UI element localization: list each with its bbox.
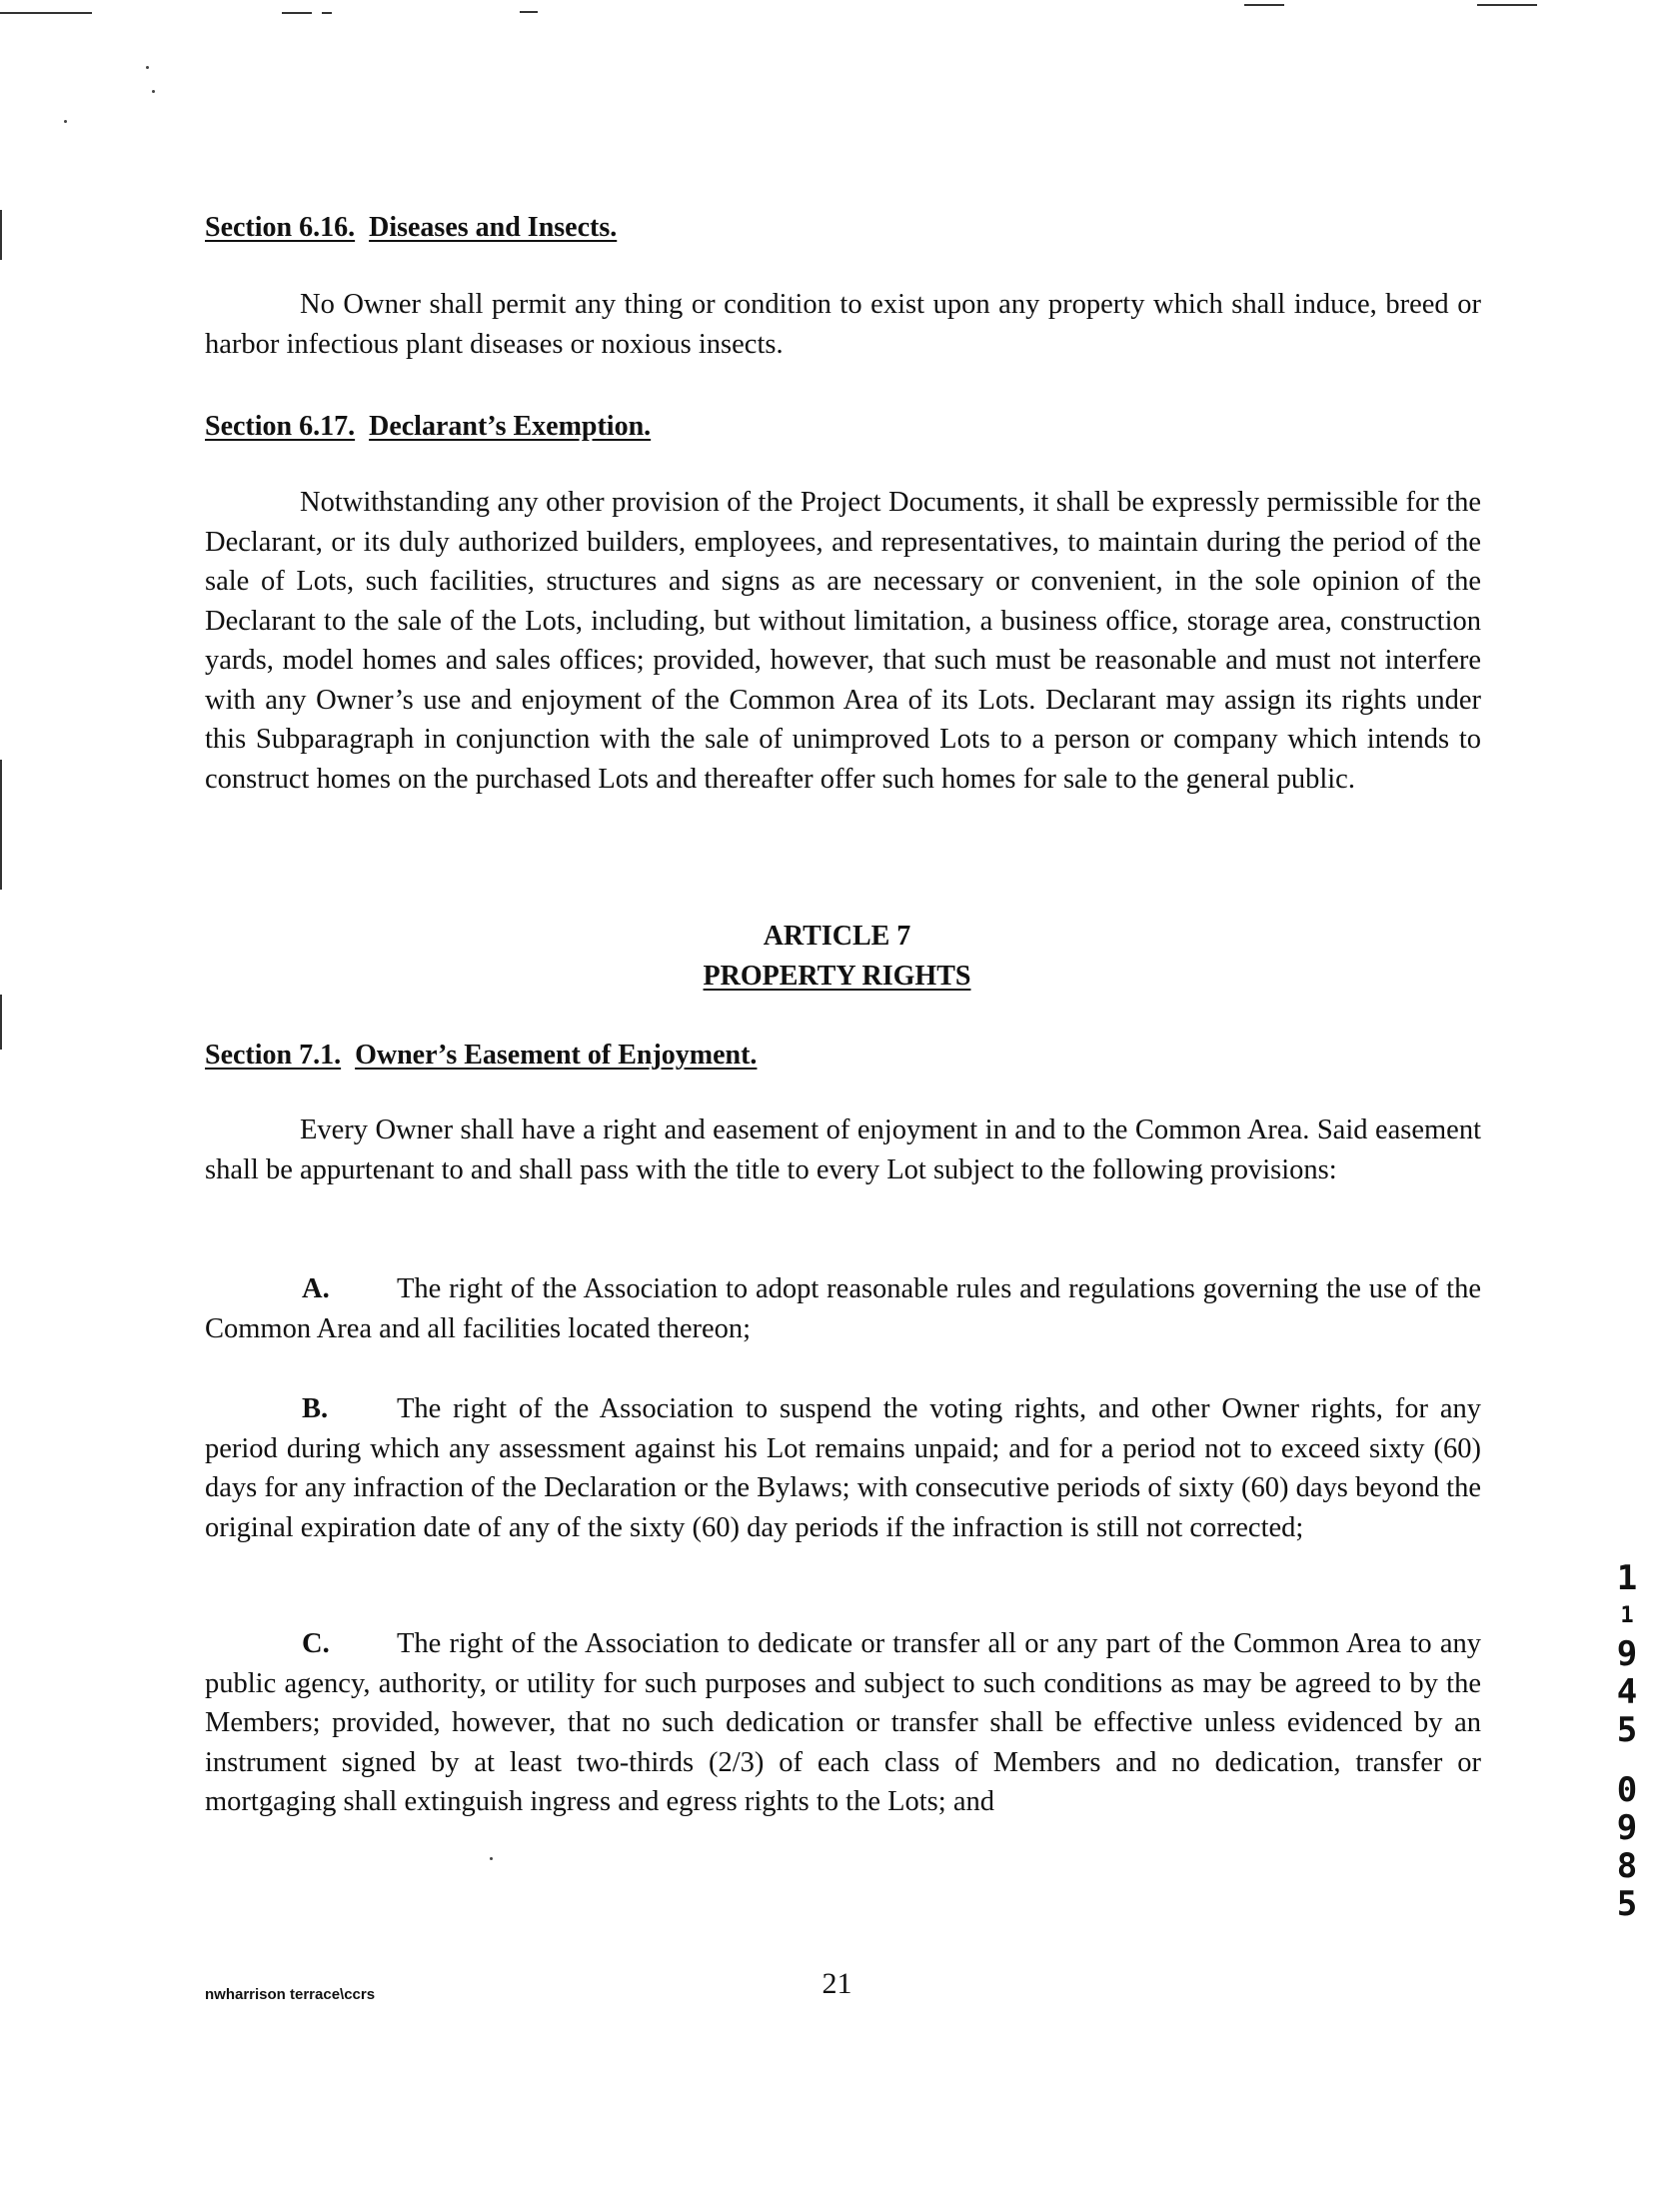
section-title: Owner’s Easement of Enjoyment. [355, 1040, 758, 1071]
stamp-digit: 8 [1616, 1846, 1638, 1886]
section-heading [205, 1040, 757, 1072]
stamp-digit: 5 [1616, 1884, 1638, 1924]
list-item-label: C. [302, 1628, 330, 1659]
list-item-text: The right of the Association to suspend the voting rights, and other Owner rights, for any period during which any assessment against his Lot remains unpaid; and for a period not to exceed sixty (60) days for any infraction of the Declaration or the Bylaws; with consecutive periods of sixty (60) days beyond the original expiration date of any of the sixty (60) day periods if the infraction is still not corrected; [205, 1393, 1481, 1543]
scan-artifact [0, 760, 2, 890]
scan-artifact [1244, 4, 1284, 6]
list-item [205, 1389, 1481, 1547]
stamp-digit: 5 [1616, 1710, 1638, 1750]
page-number: 21 [822, 1967, 852, 2000]
scan-artifact [0, 210, 2, 260]
section-number: Section 6.17. [205, 411, 356, 442]
stamp-digit: 9 [1616, 1808, 1638, 1848]
scan-artifact [322, 12, 332, 14]
section-heading [205, 212, 617, 244]
section-title: Declarant’s Exemption. [369, 411, 652, 442]
section-number: Section 7.1. [205, 1040, 342, 1071]
footer-file-path: nwharrison terrace\ccrs [205, 1986, 376, 2003]
list-item [205, 1269, 1481, 1348]
recording-stamp [1607, 1559, 1647, 1923]
scan-artifact [64, 120, 67, 123]
article-number: ARTICLE 7 [763, 921, 911, 952]
scan-artifact [282, 12, 312, 14]
article-title: PROPERTY RIGHTS [703, 961, 971, 992]
section-heading [205, 411, 651, 443]
stamp-digit: 1 [1616, 1558, 1638, 1598]
section-number: Section 6.16. [205, 212, 356, 243]
scan-artifact [520, 11, 538, 13]
scan-artifact [490, 1857, 493, 1860]
stamp-digit: 9 [1616, 1634, 1638, 1674]
scan-artifact [152, 90, 155, 93]
scan-artifact [146, 66, 149, 69]
list-item-label: A. [302, 1273, 330, 1304]
list-item-text: The right of the Association to dedicate or transfer all or any part of the Common Area to any public agency, authority, or utility for such purposes and subject to such conditions as may be agreed to by the Members; provided, however, that no such dedication or transfer shall be effective unless evidenced by an instrument signed by at least two-thirds (2/3) of each class of Members and no dedication, transfer or mortgaging shall extinguish ingress and egress rights to the Lots; and [205, 1628, 1481, 1817]
list-item-label: B. [302, 1393, 329, 1424]
article-heading [0, 917, 1674, 997]
scan-artifact [1477, 4, 1537, 6]
section-title: Diseases and Insects. [369, 212, 618, 243]
stamp-digit: 0 [1616, 1770, 1638, 1810]
list-item-text: The right of the Association to adopt reasonable rules and regulations governing the use of the Common Area and all facilities located thereon; [205, 1273, 1481, 1344]
stamp-digit: 1 [1620, 1603, 1634, 1628]
list-item [205, 1624, 1481, 1822]
section-body: No Owner shall permit any thing or condition to exist upon any property which shall induce, breed or harbor infectious plant diseases or noxious insects. [205, 289, 1481, 360]
scan-artifact [0, 995, 2, 1050]
stamp-digit: 4 [1616, 1672, 1638, 1712]
section-body: Notwithstanding any other provision of the Project Documents, it shall be expressly permissible for the Declarant, or its duly authorized builders, employees, and representatives, to maintain during the period of the sale of Lots, such facilities, structures and signs as are necessary or convenient, in the sole opinion of the Declarant to the sale of the Lots, including, but without limitation, a business office, storage area, construction yards, model homes and sales offices; provided, however, that such must be reasonable and must not interfere with any Owner’s use and enjoyment of the Common Area of its Lots. Declarant may assign its rights under this Subparagraph in conjunction with the sale of unimproved Lots to a person or company which intends to construct homes on the purchased Lots and thereafter offer such homes for sale to the general public. [205, 487, 1481, 795]
section-body: Every Owner shall have a right and easement of enjoyment in and to the Common Area. Said easement shall be appurtenant to and shall pass with the title to every Lot subject to the following provisions: [205, 1114, 1481, 1185]
scan-artifact [0, 12, 92, 14]
